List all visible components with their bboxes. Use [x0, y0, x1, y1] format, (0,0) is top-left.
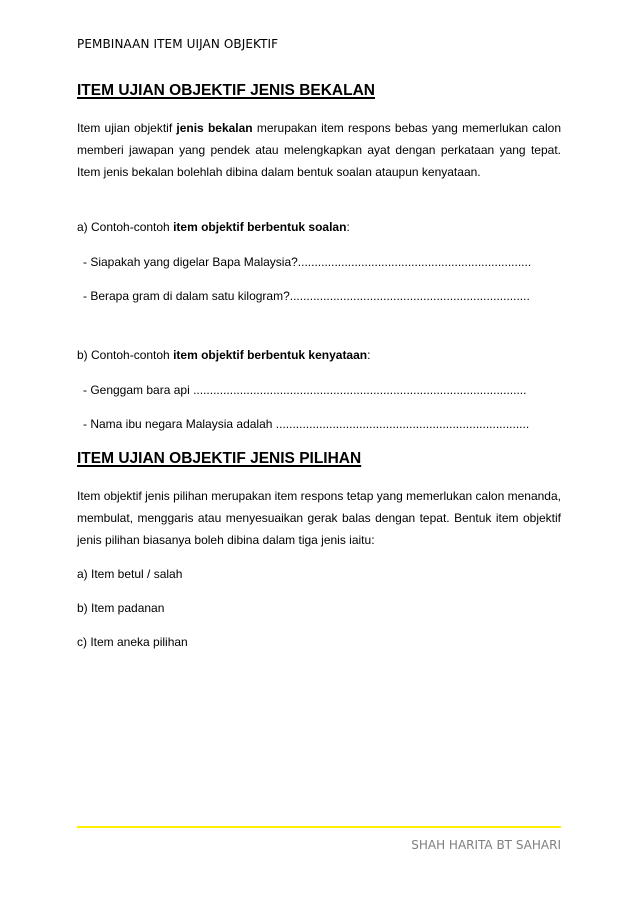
subheading-prefix: b) Contoh-contoh: [77, 348, 174, 362]
example-question-1: - Siapakah yang digelar Bapa Malaysia?......................................................................: [83, 255, 532, 269]
footer-divider: [77, 826, 561, 828]
paragraph-pilihan-intro: Item objektif jenis pilihan merupakan item respons tetap yang memerlukan calon menanda, membulat, menggaris atau menyesuaikan gerak balas dengan tepat. Bentuk item objektif jenis pilihan biasanya boleh dibina dalam tiga jenis iaitu:: [77, 489, 561, 547]
subheading-contoh-soalan: [77, 219, 350, 235]
example-statement-1: - Genggam bara api ....................................................................................................: [83, 383, 527, 397]
paragraph-bekalan-intro: [77, 117, 561, 183]
subheading-contoh-kenyataan: [77, 347, 370, 363]
example-statement-2: - Nama ibu negara Malaysia adalah ............................................................................: [83, 417, 530, 431]
subheading-bold: item objektif berbentuk soalan: [173, 220, 347, 234]
footer-author: SHAH HARITA BT SAHARI: [411, 838, 561, 852]
subheading-prefix: a) Contoh-contoh: [77, 220, 174, 234]
section-heading-pilihan: ITEM UJIAN OBJEKTIF JENIS PILIHAN: [77, 450, 362, 467]
example-question-2: - Berapa gram di dalam satu kilogram?........................................................................: [83, 289, 530, 303]
subheading-suffix: :: [367, 348, 371, 362]
intro-text-part2: merupakan item respons bebas yang memerlukan calon memberi jawapan yang pendek atau melengkapkan ayat dengan perkataan yang tepat. Item jenis bekalan bolehlah dibina dalam bentuk soalan ataupun kenyataan.: [77, 121, 561, 179]
list-item-padanan: b) Item padanan: [77, 601, 165, 615]
subheading-suffix: :: [346, 220, 350, 234]
subheading-bold: item objektif berbentuk kenyataan: [173, 348, 368, 362]
intro-text-part1: Item ujian objektif: [77, 121, 177, 135]
list-item-betul-salah: a) Item betul / salah: [77, 567, 183, 581]
intro-bold-term: jenis bekalan: [176, 121, 253, 135]
section-heading-bekalan: ITEM UJIAN OBJEKTIF JENIS BEKALAN: [77, 82, 375, 99]
list-item-aneka-pilihan: c) Item aneka pilihan: [77, 635, 188, 649]
running-header: PEMBINAAN ITEM UIJAN OBJEKTIF: [77, 37, 279, 51]
